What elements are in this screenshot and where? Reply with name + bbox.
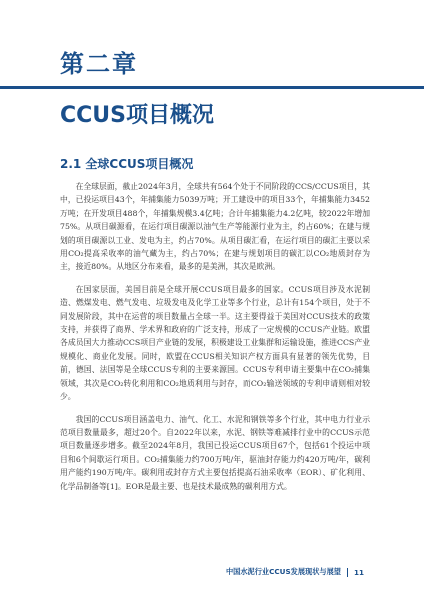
chapter-divider: [0, 86, 424, 89]
paragraph-national: 在国家层面，美国目前是全球开展CCUS项目最多的国家。CCUS项目涉及水泥制造、燃煤发电、燃气发电、垃圾发电及化学工业等多个行业，总计有154个项目，处于不同发展阶段，其中在运营的项目数量占全球一半。这主要得益于美国对CCUS技术的政策支持，并获得了商界、学术界和政府的广泛支持，形成了一定规模的CCUS产业链。欧盟各成员国大力推动CCS项目产业链的发展，积极建设工业集群和运输设施，推进CCS产业规模化、商业化发展。同时，欧盟在CCUS相关知识产权方面具有显著的领先优势，目前，德国、法国等是全球CCUS专利的主要来源国。CCUS专利申请主要集中在CO₂捕集领域，其次是CO₂转化利用和CO₂地质利用与封存，而CO₂输送领域的专利申请则相对较少。: [60, 284, 370, 402]
paragraph-global: 在全球层面，截止2024年3月，全球共有564个处于不同阶段的CCS/CCUS项目，其中，已投运项目43个，年捕集能力5039万吨；开工建设中的项目33个，年捕集能力3452万吨；在开发项目488个，年捕集规模3.4亿吨；合计年捕集能力4.2亿吨，较2022年增加75%。从项目碳源看，在运行项目碳源以油气生产等能源行业为主，约占60%；在建与规划的项目碳源以工业、发电为主，约占70%。从项目碳汇看，在运行项目的碳汇主要以采用CO₂提高采收率的油气藏为主，约占70%；在建与规划项目的碳汇以CO₂地质封存为主，接近80%。从地区分布来看，最多的是美洲，其次是欧洲。: [60, 182, 370, 272]
page-title: CCUS项目概况: [60, 103, 215, 128]
body-content: [60, 180, 370, 502]
chapter-band: [0, 0, 424, 86]
chapter-title: 第二章: [60, 50, 138, 78]
page-number: 11: [353, 567, 364, 577]
footer-report-title: 中国水泥行业CCUS发展现状与展望: [225, 567, 341, 576]
page-footer: [226, 567, 364, 577]
footer-separator: [347, 568, 348, 577]
section-title: 2.1 全球CCUS项目概况: [60, 157, 194, 171]
paragraph-china: 我国的CCUS项目涵盖电力、油气、化工、水泥和钢铁等多个行业，其中电力行业示范项目数量最多，超过20个。自2022年以来，水泥、钢铁等难减排行业中的CCUS示范项目数量逐步增多。截至2024年8月，我国已投运CCUS项目67个，包括61个投运中项目和6个间歇运行项目。CO₂捕集能力约700万吨/年，驱油封存能力约420万吨/年，碳利用产能约190万吨/年。碳利用或封存方式主要包括提高石油采收率（EOR）、矿化利用、化学品制备等[1]。EOR是最主要、也是技术最成熟的碳利用方式。: [60, 414, 370, 491]
